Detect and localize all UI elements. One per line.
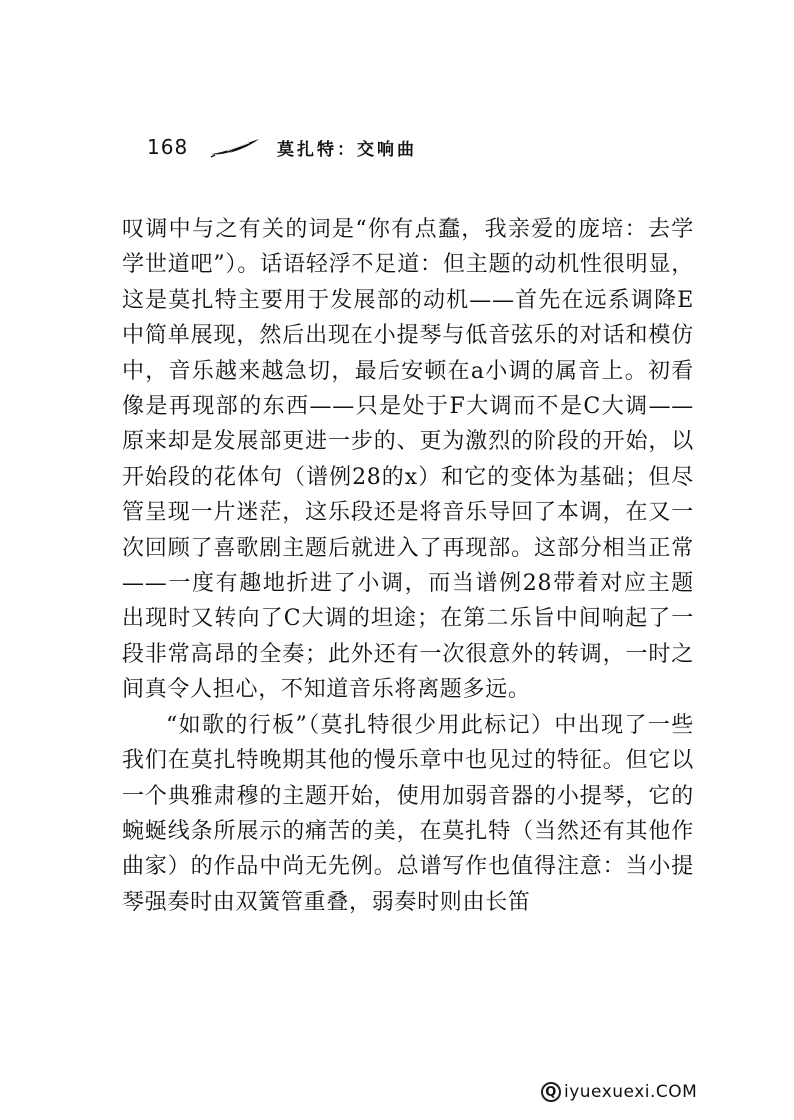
page-number: 168	[147, 135, 189, 159]
paragraph-2: “如歌的行板”（莫扎特很少用此标记）中出现了一些我们在莫扎特晚期其他的慢乐章中也见过的特征。但它以一个典雅肃穆的主题开始，使用加弱音器的小提琴，它的蜿蜒线条所展示的痛苦的美，在莫扎特（当然还有其他作曲家）的作品中尚无先例。总谱写作也值得注意：当小提琴强奏时由双簧管重叠，弱奏时则由长笛	[122, 712, 694, 915]
running-header	[147, 132, 417, 162]
body-text	[122, 212, 694, 920]
watermark-logo-icon: Q	[541, 1082, 561, 1102]
watermark-text: iyuexuexi.COM	[564, 1082, 698, 1102]
running-title: 莫扎特：交响曲	[277, 139, 417, 160]
paragraph-1: 叹调中与之有关的词是“你有点蠢，我亲爱的庞培：去学学世道吧”）。话语轻浮不足道：但主题的动机性很明显，这是莫扎特主要用于发展部的动机——首先在远系调降E中简单展现，然后出现在小提琴与低音弦乐的对话和模仿中，音乐越来越急切，最后安顿在a小调的属音上。初看像是再现部的东西——只是处于F大调而不是C大调——原来却是发展部更进一步的、更为激烈的阶段的开始，以开始段的花体句（谱例28的x）和它的变体为基础；但尽管呈现一片迷茫，这乐段还是将音乐导回了本调，在又一次回顾了喜歌剧主题后就进入了再现部。这部分相当正常——一度有趣地折进了小调，而当谱例28带着对应主题出现时又转向了C大调的坦途；在第二乐旨中间响起了一段非常高昂的全奏；此外还有一次很意外的转调，一时之间真令人担心，不知道音乐将离题多远。	[122, 217, 694, 703]
watermark	[541, 1082, 697, 1102]
quill-pen-icon	[209, 138, 261, 158]
